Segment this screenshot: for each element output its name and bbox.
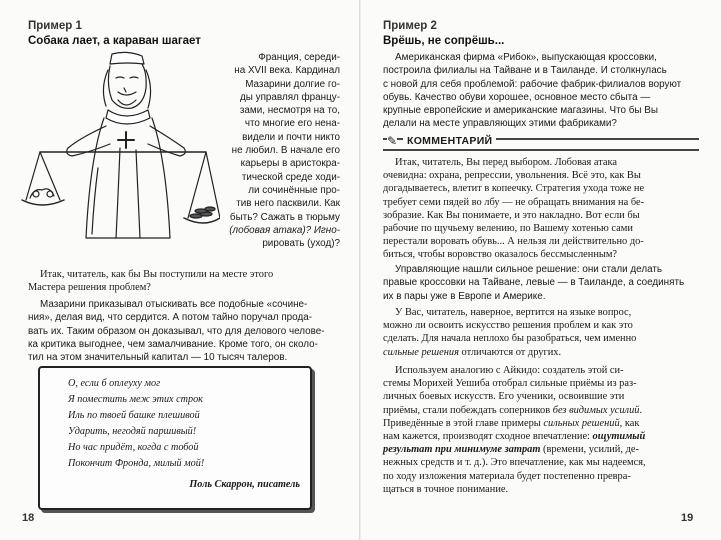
poem-line: Ударить, негодяй паршивый! (68, 426, 197, 437)
question-paragraph: У Вас, читатель, наверное, вертится на языке вопрос, можно ли освоить искусство решения проблем и как это сделать. Для начала неплохо бы разобраться, чем именно сильные решения отличаются от других. (383, 307, 637, 358)
problem-paragraph: Американская фирма «Рибок», выпускающая кроссовки, построила филиалы на Тайване и в Таиланде. И столкнулась с новой для себя проблемой: рабочие фабрик-филиалов воруют обувь. Качество обуви хорошее, основное место сбыта — крупные европейские и американские магазины. Что бы Вы делали на месте управляющих этими фабриками? (383, 52, 682, 130)
poem-line: Я поместить меж этих строк (68, 394, 203, 405)
page-number: 19 (681, 512, 694, 524)
poem-box (38, 366, 312, 510)
example-title: Врёшь, не сопрёшь... (383, 35, 505, 47)
decision-paragraph: Управляющие нашли сильное решение: они стали делать правые кроссовки на Тайване, левые — в Таиланде, а соединять их в пары уже в Европе и Америке. (383, 264, 685, 302)
example-number: Пример 2 (383, 20, 437, 32)
poem-line: О, если б оплеуху мог (68, 378, 161, 389)
side-text: Франция, середи- на XVII века. Кардинал Мазарини долгие го- ды управлял францу- зами, несмотря на то, что многие его нена- видели и почти никто не любил. В начале его карьеры в аристокра- тической среде ходи- ли сочинённые про- тив него пасквили. Как быть? Сажать в тюрьму (лобовая атака)? Игно- рировать (уход)? (229, 52, 340, 250)
aikido-paragraph: Используем аналогию с Айкидо: создатель этой си- стемы Морихей Уешиба отобрал сильные приёмы из раз- личных боевых искусств. Его ученики, освоившие эти приёмы, стали побеждать соперников без видимых усилий. Приведённые в этой главе примеры сильных решений, как нам кажется, производят сходное впечатление: ощутимый результат при минимуме затрат (времени, усилий, де- нежных средств и т. д.). Это впечатление, как мы надеемся, по ходу изложения материала будет постепенно превра- щаться в точное понимание. (383, 365, 646, 495)
page-number: 18 (22, 512, 35, 524)
question-paragraph: Итак, читатель, как бы Вы поступили на месте этого Мастера решения проблем? (28, 269, 274, 294)
comment-paragraph: Итак, читатель, Вы перед выбором. Лобовая атака очевидна: охрана, репрессии, увольнения. Всё это, как Вы догадываетесь, влетит в копеечку. Стратегия ухода тоже не требует семи пядей во лбу — не обращать внимания на бе- зобразие. Как Вы понимаете, и это накладно. Вот если бы рабочие по щучьему велению, по Вашему хотенью сами перестали воровать обувь... А нельзя ли действительно до- биться, чтобы воровство оказалось бессмысленным? (383, 157, 645, 261)
cardinal-mazarin-illustration (20, 48, 220, 240)
comment-header (383, 134, 699, 150)
comment-marker-icon: ✎ (387, 134, 398, 148)
story-paragraph: Мазарини приказывал отыскивать все подобные «сочине- ния», делая вид, что сердится. А потом тайно поручал прода- вать их. Таким образом он доказывал, что для делового челове- ка критика выгоднее, чем замалчивание. Кроме того, он сколо- тил на этом значительный капитал — 10 тысяч талеров. (28, 299, 325, 364)
poem-line: Покончит Фронда, милый мой! (68, 458, 205, 469)
poem-line: Но час придёт, когда с тобой (68, 442, 199, 453)
right-page (361, 0, 721, 540)
example-number: Пример 1 (28, 20, 82, 32)
example-title: Собака лает, а караван шагает (28, 35, 201, 47)
poem-author: Поль Скаррон, писатель (189, 479, 300, 490)
poem-line: Иль по твоей башке плешивой (68, 410, 200, 421)
comment-label: КОММЕНТАРИЙ (403, 135, 496, 147)
left-page (0, 0, 360, 540)
